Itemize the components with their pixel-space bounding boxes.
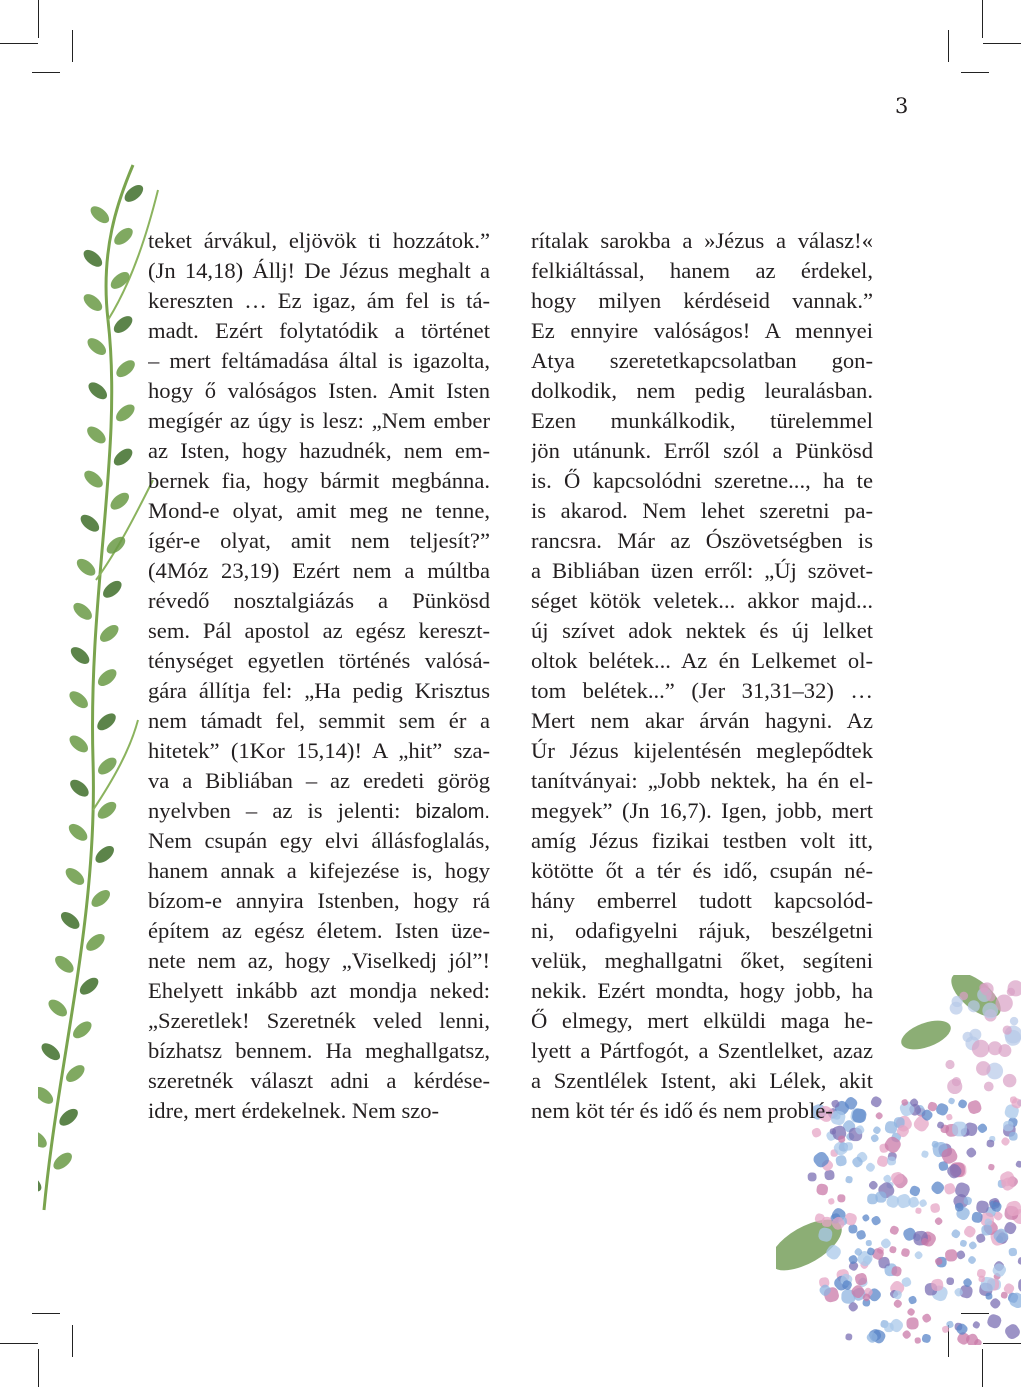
text-line: jön utánunk. Erről szól a Pünkösd — [531, 438, 873, 463]
text-line: ténységet egyetlen történés valósá- — [148, 648, 490, 673]
text-line: a Szentlélek Istent, aki Lélek, akit — [531, 1068, 873, 1093]
text-line: hogy ő valóságos Isten. Amit Isten — [148, 378, 490, 403]
text-line: megyek” (Jn 16,7). Igen, jobb, mert — [531, 798, 873, 823]
text-line: tom belétek...” (Jer 31,31–32) … — [531, 678, 873, 703]
text-line: (Jn 14,18) Állj! De Jézus meghalt a — [148, 258, 490, 283]
text-line: új szívet adok nektek és új lelket — [531, 618, 873, 643]
text-line: nekik. Ezért mondta, hogy jobb, ha — [531, 978, 873, 1003]
text-column-left — [148, 226, 490, 1126]
text-line: felkiáltással, hanem az érdekel, — [531, 258, 873, 283]
text-line: Ezen munkálkodik, türelemmel — [531, 408, 873, 433]
text-line: bízhatsz bennem. Ha meghallgatsz, — [148, 1038, 490, 1063]
text-line: „Szeretlek! Szeretnék veled lenni, — [148, 1008, 490, 1033]
text-line: is. Ő kapcsolódni szeretne..., ha te — [531, 468, 873, 493]
text-line: is akarod. Nem lehet szeretni pa- — [531, 498, 873, 523]
text-line: Ez ennyire valóságos! A mennyei — [531, 318, 873, 343]
text-line: kötötte őt a tér és idő, csupán né- — [531, 858, 873, 883]
text-line: teket árvákul, eljövök ti hozzátok.” — [148, 228, 490, 253]
text-line: révedő nosztalgiázás a Pünkösd — [148, 588, 490, 613]
text-line: bernek fia, hogy bármit megbánna. — [148, 468, 490, 493]
text-line: sem. Pál apostol az egész kereszt- — [148, 618, 490, 643]
text-line: az Isten, hogy hazudnék, nem em- — [148, 438, 490, 463]
text-segment-sans: bizalom. — [415, 801, 490, 823]
text-line: lyett a Pártfogót, a Szentlelket, azaz — [531, 1038, 873, 1063]
text-line: velük, meghallgatni őket, segíteni — [531, 948, 873, 973]
text-column-right — [531, 226, 873, 1126]
text-line: Atya szeretetkapcsolatban gon- — [531, 348, 873, 373]
text-line: hanem annak a kifejezése is, hogy — [148, 858, 490, 883]
text-line: Mert nem akar árván hagyni. Az — [531, 708, 873, 733]
text-line: séget kötök veletek... akkor majd... — [531, 588, 873, 613]
text-line: ígér-e olyat, amit nem teljesít?” — [148, 528, 490, 553]
text-line: nete nem az, hogy „Viselkedj jól”! — [148, 948, 490, 973]
text-line: rancsra. Már az Ószövetségben is — [531, 528, 873, 553]
text-line: amíg Jézus fizikai testben volt itt, — [531, 828, 873, 853]
text-line: Ehelyett inkább azt mondja neked: — [148, 978, 490, 1003]
text-line: rítalak sarokba a »Jézus a válasz!« — [531, 228, 873, 253]
text-line: nem köt tér és idő és nem problé- — [531, 1098, 833, 1123]
text-line: Úr Jézus kijelentésén meglepődtek — [531, 738, 873, 763]
text-segment: nyelvben – az is jelenti: — [148, 798, 401, 823]
text-line: szeretnék választ adni a kérdése- — [148, 1068, 490, 1093]
text-line: kereszten … Ez igaz, ám fel is tá- — [148, 288, 490, 313]
text-line: hány emberrel tudott kapcsolód- — [531, 888, 873, 913]
text-line: Mond-e olyat, amit meg ne tenne, — [148, 498, 490, 523]
text-line: va a Bibliában – az eredeti görög — [148, 768, 490, 793]
text-line: hogy milyen kérdéseid vannak.” — [531, 288, 873, 313]
text-line: oltok belétek... Az én Lelkemet ol- — [531, 648, 873, 673]
text-line — [148, 796, 490, 826]
text-line: tanítványai: „Jobb nektek, ha én el- — [531, 768, 873, 793]
text-line: madt. Ezért folytatódik a történet — [148, 318, 490, 343]
text-line: ni, odafigyelni rájuk, beszélgetni — [531, 918, 873, 943]
text-line: idre, mert érdekelnek. Nem szo- — [148, 1098, 440, 1123]
text-line: hitetek” (1Kor 15,14)! A „hit” sza- — [148, 738, 490, 763]
text-line: (4Móz 23,19) Ezért nem a múltba — [148, 558, 490, 583]
text-line: Ő elmegy, mert elküldi maga he- — [531, 1008, 873, 1033]
text-line: építem az egész életem. Isten üze- — [148, 918, 490, 943]
text-line: a Bibliában üzen erről: „Új szövet- — [531, 558, 873, 583]
text-line: nem támadt fel, semmit sem ér a — [148, 708, 490, 733]
page-number: 3 — [895, 94, 909, 118]
text-line: bízom-e annyira Istenben, hogy rá — [148, 888, 490, 913]
text-line: megígér az úgy is lesz: „Nem ember — [148, 408, 490, 433]
text-line: dolkodik, nem pedig leuralásban. — [531, 378, 873, 403]
text-line: gára állítja fel: „Ha pedig Krisztus — [148, 678, 490, 703]
text-line: – mert feltámadása által is igazolta, — [148, 348, 490, 373]
text-line: Nem csupán egy elvi állásfoglalás, — [148, 828, 490, 853]
